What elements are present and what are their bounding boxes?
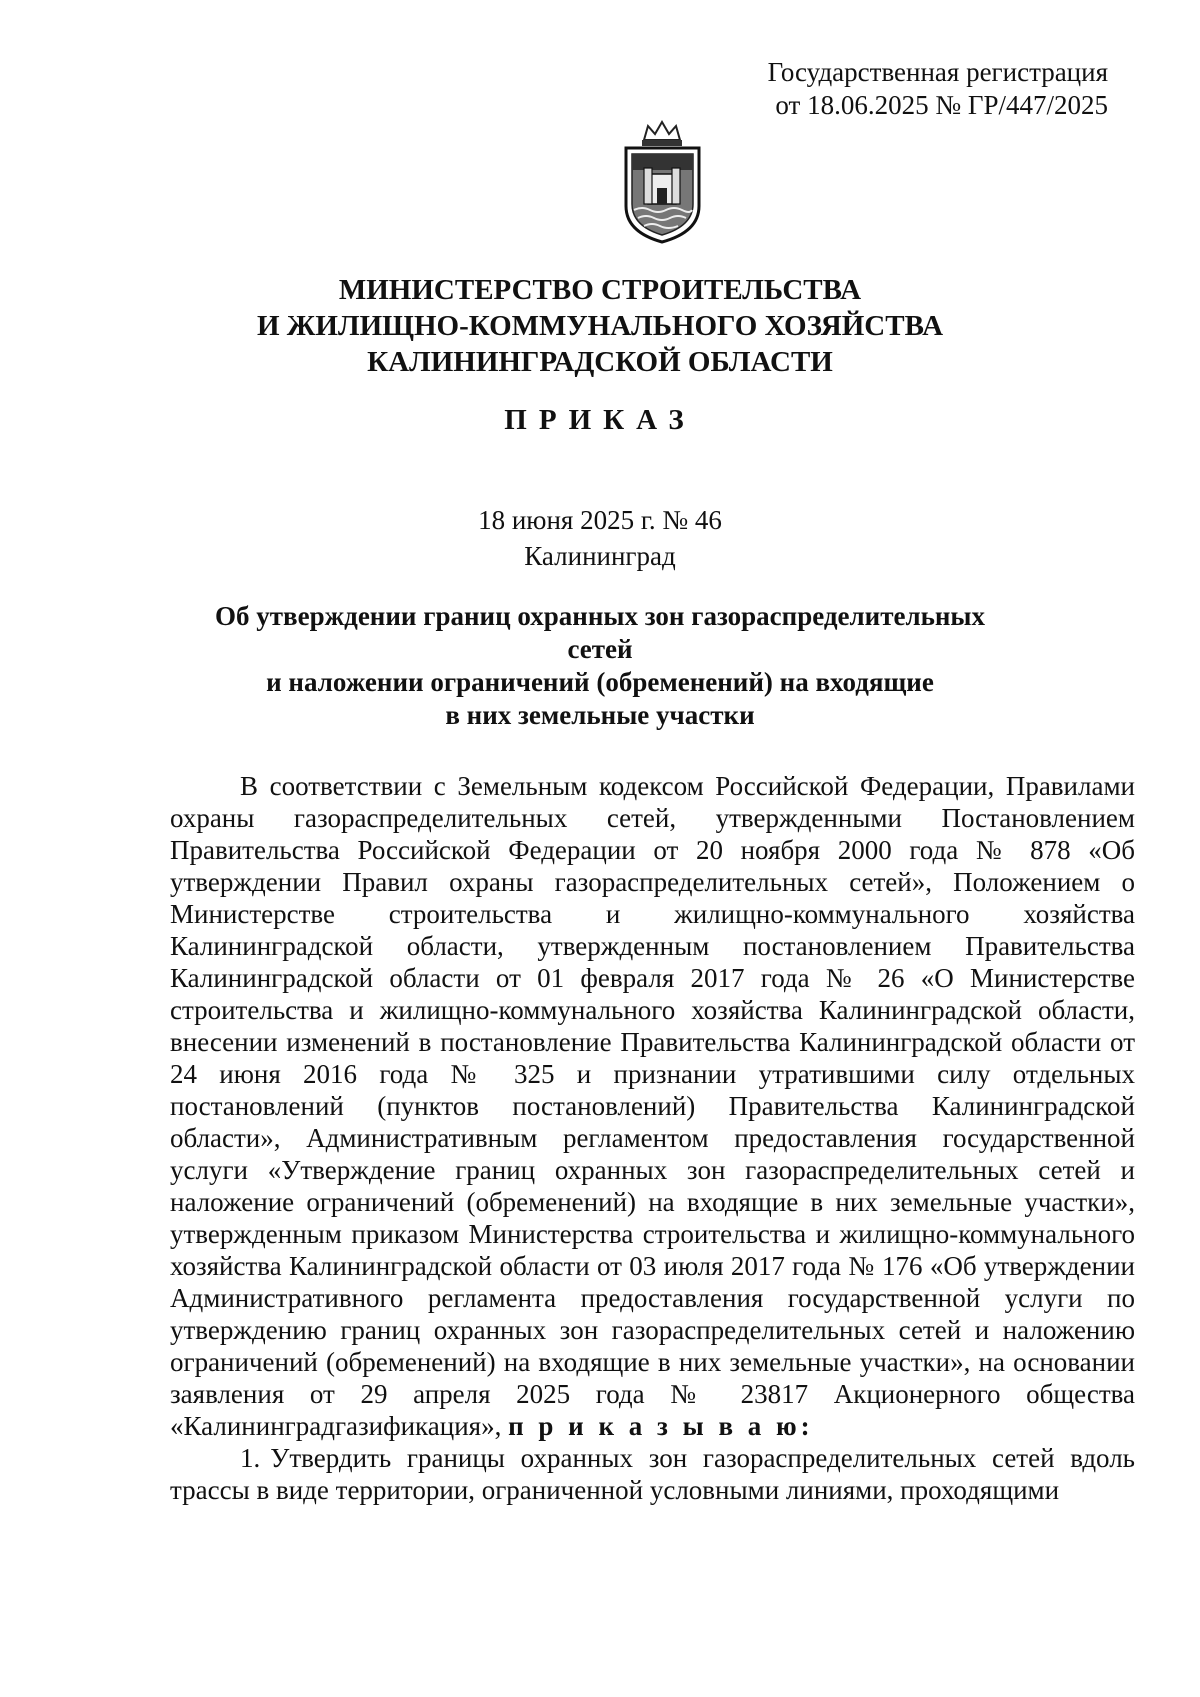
- subject-line-3: в них земельные участки: [445, 700, 755, 730]
- item-1-paragraph: [170, 1442, 1135, 1506]
- registration-stamp: [768, 56, 1108, 122]
- coat-of-arms-icon: [620, 118, 705, 246]
- ministry-line-2: И ЖИЛИЩНО-КОММУНАЛЬНОГО ХОЗЯЙСТВА: [256, 310, 944, 342]
- preamble-text: В соответствии с Земельным кодексом Российской Федерации, Правилами охраны газораспределительных сетей, утвержденными Постановлением Правительства Российской Федерации от 20 ноября 2000 года № 878 «Об утверждении Правил охраны газораспределительных сетей», Положением о Министерстве строительства и жилищно-коммунального хозяйства Калининградской области, утвержденным постановлением Правительства Калининградской области от 01 февраля 2017 года № 26 «О Министерстве строительства и жилищно-коммунального хозяйства Калининградской области, внесении изменений в постановление Правительства Калининградской области от 24 июня 2016 года № 325 и признании утратившими силу отдельных постановлений (пунктов постановлений) Правительства Калининградской области», Административным регламентом предоставления государственной услуги «Утверждение границ охранных зон газораспределительных сетей и наложение ограничений (обременений) на входящие в них земельные участки», утвержденным приказом Министерства строительства и жилищно-коммунального хозяйства Калининградской области от 03 июля 2017 года № 176 «Об утверждении Административного регламента предоставления государственной услуги по утверждению границ охранных зон газораспределительных сетей и наложению ограничений (обременений) на входящие в них земельные участки», на основании заявления от 29 апреля 2025 года № 23817 Акционерного общества «Калининградгазификация»,: [170, 771, 1135, 1441]
- document-subject: [180, 600, 1020, 732]
- subject-line-1: Об утверждении границ охранных зон газораспределительных сетей: [214, 601, 986, 664]
- city: Калининград: [524, 541, 676, 571]
- ministry-name: [0, 272, 1200, 380]
- registration-line-1: Государственная регистрация: [767, 57, 1108, 87]
- item-1-text: Утвердить границы охранных зон газораспределительных сетей вдоль трассы в виде территории, ограниченной условными линиями, проходящими: [170, 1443, 1135, 1505]
- order-word: п р и к а з ы в а ю:: [508, 1411, 814, 1441]
- preamble-paragraph: [170, 770, 1135, 1442]
- date-block: [0, 502, 1200, 574]
- subject-line-2: и наложении ограничений (обременений) на входящие: [266, 667, 934, 697]
- date-number: 18 июня 2025 г. № 46: [478, 505, 722, 535]
- registration-line-2: от 18.06.2025 № ГР/447/2025: [775, 90, 1108, 120]
- document-body: [170, 770, 1135, 1506]
- document-type: ПРИКАЗ: [504, 404, 696, 436]
- item-1-number: 1.: [240, 1443, 261, 1473]
- ministry-line-3: КАЛИНИНГРАДСКОЙ ОБЛАСТИ: [367, 346, 833, 378]
- ministry-line-1: МИНИСТЕРСТВО СТРОИТЕЛЬСТВА: [338, 274, 862, 306]
